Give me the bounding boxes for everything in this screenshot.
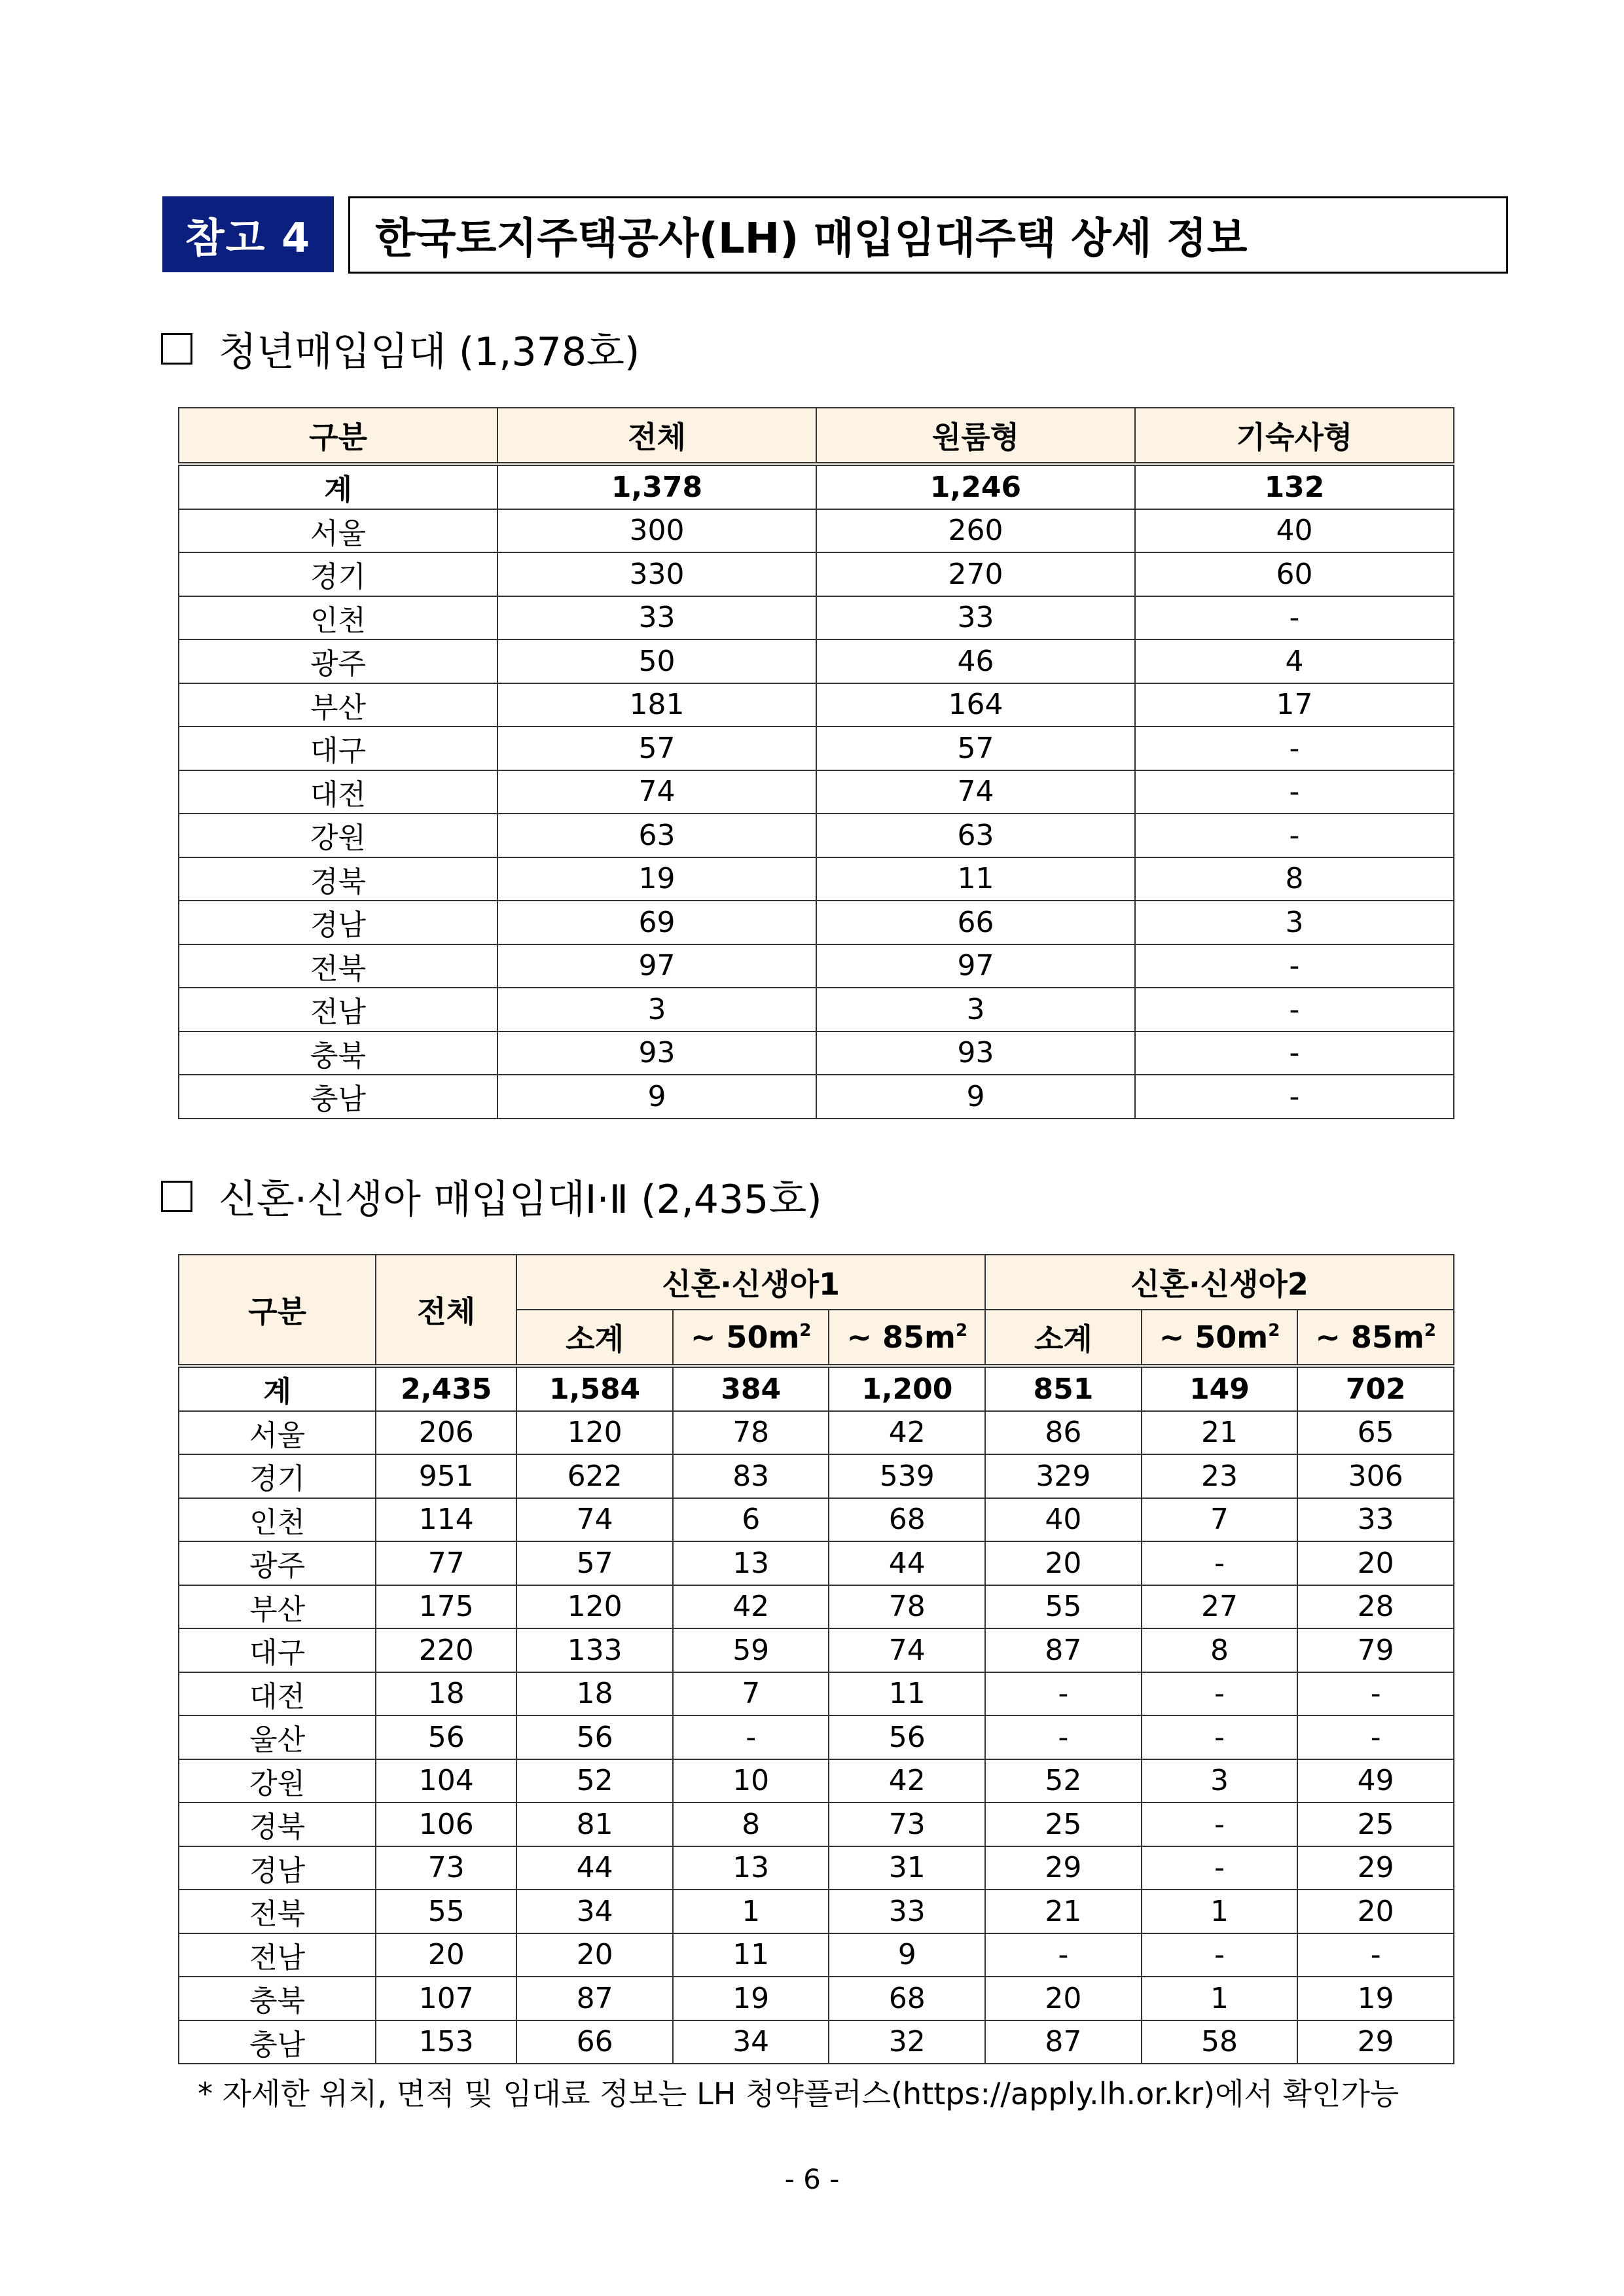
table-row	[179, 1411, 1454, 1455]
value-cell: 104	[376, 1759, 516, 1803]
region-cell: 광주	[179, 1541, 376, 1585]
value-cell: 17	[1135, 683, 1454, 727]
value-cell: 52	[516, 1759, 673, 1803]
page-number: - 6 -	[784, 2163, 840, 2195]
value-cell: 329	[985, 1454, 1142, 1498]
value-cell: 384	[673, 1366, 829, 1411]
value-cell: 149	[1142, 1366, 1298, 1411]
header-g2-subtotal: 소계	[985, 1310, 1142, 1366]
value-cell: 175	[376, 1585, 516, 1629]
value-cell: 32	[829, 2020, 985, 2064]
header-dormitory: 기숙사형	[1135, 408, 1454, 464]
value-cell: 25	[1297, 1803, 1454, 1846]
value-cell: 1,584	[516, 1366, 673, 1411]
table-row	[179, 1759, 1454, 1803]
table-row	[179, 857, 1454, 901]
value-cell: 181	[497, 683, 816, 727]
value-cell: 56	[376, 1715, 516, 1759]
value-cell: 49	[1297, 1759, 1454, 1803]
value-cell: 19	[497, 857, 816, 901]
value-cell: 97	[497, 944, 816, 988]
header-g1-under50: ~ $50m^2$	[673, 1310, 829, 1366]
table-row	[179, 726, 1454, 770]
value-cell: 3	[497, 988, 816, 1031]
value-cell: 73	[829, 1803, 985, 1846]
value-cell: 19	[1297, 1977, 1454, 2020]
value-cell: 58	[1142, 2020, 1298, 2064]
header-g2-under50: ~ $50m^2$	[1142, 1310, 1298, 1366]
value-cell: -	[1142, 1672, 1298, 1716]
value-cell: 93	[816, 1031, 1135, 1075]
value-cell: -	[1135, 1075, 1454, 1119]
region-cell: 강원	[179, 1759, 376, 1803]
value-cell: 68	[829, 1977, 985, 2020]
value-cell: 8	[673, 1803, 829, 1846]
table-row	[179, 2020, 1454, 2064]
table-row	[179, 814, 1454, 857]
value-cell: 29	[1297, 1846, 1454, 1890]
value-cell: -	[1297, 1672, 1454, 1716]
value-cell: 74	[816, 770, 1135, 814]
value-cell: 1	[1142, 1890, 1298, 1933]
value-cell: -	[1135, 770, 1454, 814]
value-cell: 29	[985, 1846, 1142, 1890]
value-cell: -	[1142, 1715, 1298, 1759]
value-cell: 20	[1297, 1541, 1454, 1585]
table-row	[179, 770, 1454, 814]
value-cell: 951	[376, 1454, 516, 1498]
table-row	[179, 1075, 1454, 1119]
value-cell: 69	[497, 901, 816, 944]
value-cell: -	[673, 1715, 829, 1759]
value-cell: 4	[1135, 639, 1454, 683]
value-cell: 106	[376, 1803, 516, 1846]
region-cell: 계	[179, 464, 497, 509]
page-title: 한국토지주택공사(LH) 매입임대주택 상세 정보	[375, 215, 1248, 263]
value-cell: 13	[673, 1846, 829, 1890]
value-cell: 63	[497, 814, 816, 857]
value-cell: 20	[985, 1977, 1142, 2020]
value-cell: 40	[985, 1498, 1142, 1542]
value-cell: 86	[985, 1411, 1142, 1455]
table-row	[179, 988, 1454, 1031]
value-cell: 52	[985, 1759, 1142, 1803]
value-cell: 120	[516, 1585, 673, 1629]
value-cell: 18	[516, 1672, 673, 1716]
value-cell: 539	[829, 1454, 985, 1498]
value-cell: 57	[497, 726, 816, 770]
section1-title: 청년매입임대 (1,378호)	[219, 329, 640, 375]
table-row	[179, 1933, 1454, 1977]
value-cell: 1,200	[829, 1366, 985, 1411]
value-cell: -	[1142, 1803, 1298, 1846]
region-cell: 부산	[179, 1585, 376, 1629]
value-cell: -	[1135, 988, 1454, 1031]
total-row	[179, 464, 1454, 509]
value-cell: 42	[829, 1759, 985, 1803]
value-cell: 23	[1142, 1454, 1298, 1498]
value-cell: 11	[816, 857, 1135, 901]
value-cell: 8	[1142, 1628, 1298, 1672]
value-cell: 120	[516, 1411, 673, 1455]
region-cell: 서울	[179, 1411, 376, 1455]
header-g1-under85: ~ $85m^2$	[829, 1310, 985, 1366]
region-cell: 대구	[179, 726, 497, 770]
table-row	[179, 1803, 1454, 1846]
region-cell: 전남	[179, 1933, 376, 1977]
section2-title: 신혼·신생아 매입임대Ⅰ·Ⅱ (2,435호)	[219, 1177, 822, 1223]
value-cell: 21	[985, 1890, 1142, 1933]
value-cell: 55	[376, 1890, 516, 1933]
value-cell: 20	[376, 1933, 516, 1977]
value-cell: 74	[497, 770, 816, 814]
value-cell: 6	[673, 1498, 829, 1542]
checkbox-square-icon	[161, 1181, 192, 1212]
region-cell: 경남	[179, 1846, 376, 1890]
page-title-box	[348, 196, 1508, 274]
header-group1: 신혼·신생아1	[516, 1255, 985, 1310]
value-cell: 21	[1142, 1411, 1298, 1455]
region-cell: 경기	[179, 552, 497, 596]
value-cell: 27	[1142, 1585, 1298, 1629]
table-row	[179, 1454, 1454, 1498]
value-cell: -	[1135, 596, 1454, 640]
value-cell: 97	[816, 944, 1135, 988]
value-cell: 306	[1297, 1454, 1454, 1498]
table-header-row	[179, 1255, 1454, 1310]
region-cell: 전북	[179, 944, 497, 988]
value-cell: -	[1142, 1846, 1298, 1890]
value-cell: 8	[1135, 857, 1454, 901]
value-cell: 702	[1297, 1366, 1454, 1411]
value-cell: 50	[497, 639, 816, 683]
value-cell: -	[1135, 1031, 1454, 1075]
value-cell: -	[1135, 944, 1454, 988]
region-cell: 경남	[179, 901, 497, 944]
value-cell: 7	[1142, 1498, 1298, 1542]
header-category: 구분	[179, 1255, 376, 1366]
value-cell: 66	[516, 2020, 673, 2064]
region-cell: 전남	[179, 988, 497, 1031]
header-group2: 신혼·신생아2	[985, 1255, 1454, 1310]
value-cell: 29	[1297, 2020, 1454, 2064]
region-cell: 전북	[179, 1890, 376, 1933]
region-cell: 강원	[179, 814, 497, 857]
value-cell: 114	[376, 1498, 516, 1542]
value-cell: 10	[673, 1759, 829, 1803]
table-row	[179, 944, 1454, 988]
region-cell: 대구	[179, 1628, 376, 1672]
table-row	[179, 1585, 1454, 1629]
table-row	[179, 683, 1454, 727]
value-cell: 83	[673, 1454, 829, 1498]
value-cell: 33	[816, 596, 1135, 640]
checkbox-square-icon	[161, 333, 192, 365]
value-cell: 44	[829, 1541, 985, 1585]
value-cell: 851	[985, 1366, 1142, 1411]
newlywed-rental-table	[178, 1254, 1454, 2064]
footnote: * 자세한 위치, 면적 및 임대료 정보는 LH 청약플러스(https://apply.lh.or.kr)에서 확인가능	[198, 2076, 1399, 2111]
header-studio: 원룸형	[816, 408, 1135, 464]
value-cell: 78	[673, 1411, 829, 1455]
header-total: 전체	[497, 408, 816, 464]
table-row	[179, 1672, 1454, 1716]
value-cell: 20	[985, 1541, 1142, 1585]
value-cell: 9	[497, 1075, 816, 1119]
region-cell: 경북	[179, 857, 497, 901]
value-cell: 34	[516, 1890, 673, 1933]
region-cell: 부산	[179, 683, 497, 727]
value-cell: 330	[497, 552, 816, 596]
region-cell: 충남	[179, 1075, 497, 1119]
header-category: 구분	[179, 408, 497, 464]
table-row	[179, 1846, 1454, 1890]
value-cell: 42	[829, 1411, 985, 1455]
table-row	[179, 1628, 1454, 1672]
table-row	[179, 1498, 1454, 1542]
value-cell: 55	[985, 1585, 1142, 1629]
region-cell: 충북	[179, 1031, 497, 1075]
value-cell: 11	[829, 1672, 985, 1716]
value-cell: 66	[816, 901, 1135, 944]
value-cell: 65	[1297, 1411, 1454, 1455]
value-cell: -	[985, 1672, 1142, 1716]
value-cell: 60	[1135, 552, 1454, 596]
value-cell: 44	[516, 1846, 673, 1890]
value-cell: 28	[1297, 1585, 1454, 1629]
table-row	[179, 1977, 1454, 2020]
value-cell: 56	[829, 1715, 985, 1759]
value-cell: 87	[985, 1628, 1142, 1672]
value-cell: 87	[516, 1977, 673, 2020]
value-cell: 74	[516, 1498, 673, 1542]
value-cell: 622	[516, 1454, 673, 1498]
value-cell: -	[1142, 1933, 1298, 1977]
table-row	[179, 552, 1454, 596]
value-cell: 1	[673, 1890, 829, 1933]
section1-heading	[161, 321, 640, 377]
reference-badge: 참고 4	[162, 196, 334, 272]
value-cell: 57	[516, 1541, 673, 1585]
value-cell: 3	[1142, 1759, 1298, 1803]
region-cell: 경북	[179, 1803, 376, 1846]
region-cell: 서울	[179, 509, 497, 553]
region-cell: 울산	[179, 1715, 376, 1759]
value-cell: 56	[516, 1715, 673, 1759]
table-row	[179, 1541, 1454, 1585]
value-cell: -	[1142, 1541, 1298, 1585]
value-cell: 7	[673, 1672, 829, 1716]
value-cell: -	[1297, 1933, 1454, 1977]
value-cell: -	[1135, 726, 1454, 770]
value-cell: 34	[673, 2020, 829, 2064]
table-row	[179, 596, 1454, 640]
value-cell: 19	[673, 1977, 829, 2020]
header-g1-subtotal: 소계	[516, 1310, 673, 1366]
value-cell: 1,378	[497, 464, 816, 509]
region-cell: 경기	[179, 1454, 376, 1498]
region-cell: 충남	[179, 2020, 376, 2064]
value-cell: -	[985, 1715, 1142, 1759]
total-row	[179, 1366, 1454, 1411]
value-cell: 1,246	[816, 464, 1135, 509]
value-cell: 3	[816, 988, 1135, 1031]
value-cell: 93	[497, 1031, 816, 1075]
section2-heading	[161, 1168, 822, 1225]
table-row	[179, 1715, 1454, 1759]
value-cell: 132	[1135, 464, 1454, 509]
value-cell: 2,435	[376, 1366, 516, 1411]
value-cell: 74	[829, 1628, 985, 1672]
region-cell: 광주	[179, 639, 497, 683]
value-cell: 13	[673, 1541, 829, 1585]
value-cell: 78	[829, 1585, 985, 1629]
value-cell: 9	[816, 1075, 1135, 1119]
value-cell: 133	[516, 1628, 673, 1672]
table-row	[179, 509, 1454, 553]
value-cell: 42	[673, 1585, 829, 1629]
value-cell: 9	[829, 1933, 985, 1977]
youth-rental-table	[178, 407, 1454, 1119]
value-cell: 33	[497, 596, 816, 640]
region-cell: 인천	[179, 1498, 376, 1542]
value-cell: -	[1297, 1715, 1454, 1759]
region-cell: 대전	[179, 1672, 376, 1716]
table-header-row	[179, 408, 1454, 464]
value-cell: 220	[376, 1628, 516, 1672]
value-cell: 11	[673, 1933, 829, 1977]
value-cell: 79	[1297, 1628, 1454, 1672]
value-cell: 87	[985, 2020, 1142, 2064]
value-cell: 20	[516, 1933, 673, 1977]
header-total: 전체	[376, 1255, 516, 1366]
value-cell: 68	[829, 1498, 985, 1542]
region-cell: 인천	[179, 596, 497, 640]
header-g2-under85: ~ $85m^2$	[1297, 1310, 1454, 1366]
value-cell: 206	[376, 1411, 516, 1455]
value-cell: 33	[829, 1890, 985, 1933]
table-row	[179, 639, 1454, 683]
region-cell: 대전	[179, 770, 497, 814]
region-cell: 충북	[179, 1977, 376, 2020]
value-cell: 107	[376, 1977, 516, 2020]
value-cell: 153	[376, 2020, 516, 2064]
value-cell: 20	[1297, 1890, 1454, 1933]
value-cell: 300	[497, 509, 816, 553]
value-cell: 18	[376, 1672, 516, 1716]
value-cell: 57	[816, 726, 1135, 770]
value-cell: -	[985, 1933, 1142, 1977]
value-cell: 164	[816, 683, 1135, 727]
table-row	[179, 1890, 1454, 1933]
value-cell: 46	[816, 639, 1135, 683]
table-row	[179, 1031, 1454, 1075]
value-cell: -	[1135, 814, 1454, 857]
table-row	[179, 901, 1454, 944]
value-cell: 31	[829, 1846, 985, 1890]
value-cell: 81	[516, 1803, 673, 1846]
value-cell: 270	[816, 552, 1135, 596]
value-cell: 63	[816, 814, 1135, 857]
value-cell: 25	[985, 1803, 1142, 1846]
value-cell: 77	[376, 1541, 516, 1585]
value-cell: 1	[1142, 1977, 1298, 2020]
region-cell: 계	[179, 1366, 376, 1411]
value-cell: 73	[376, 1846, 516, 1890]
value-cell: 40	[1135, 509, 1454, 553]
value-cell: 3	[1135, 901, 1454, 944]
value-cell: 260	[816, 509, 1135, 553]
value-cell: 33	[1297, 1498, 1454, 1542]
value-cell: 59	[673, 1628, 829, 1672]
